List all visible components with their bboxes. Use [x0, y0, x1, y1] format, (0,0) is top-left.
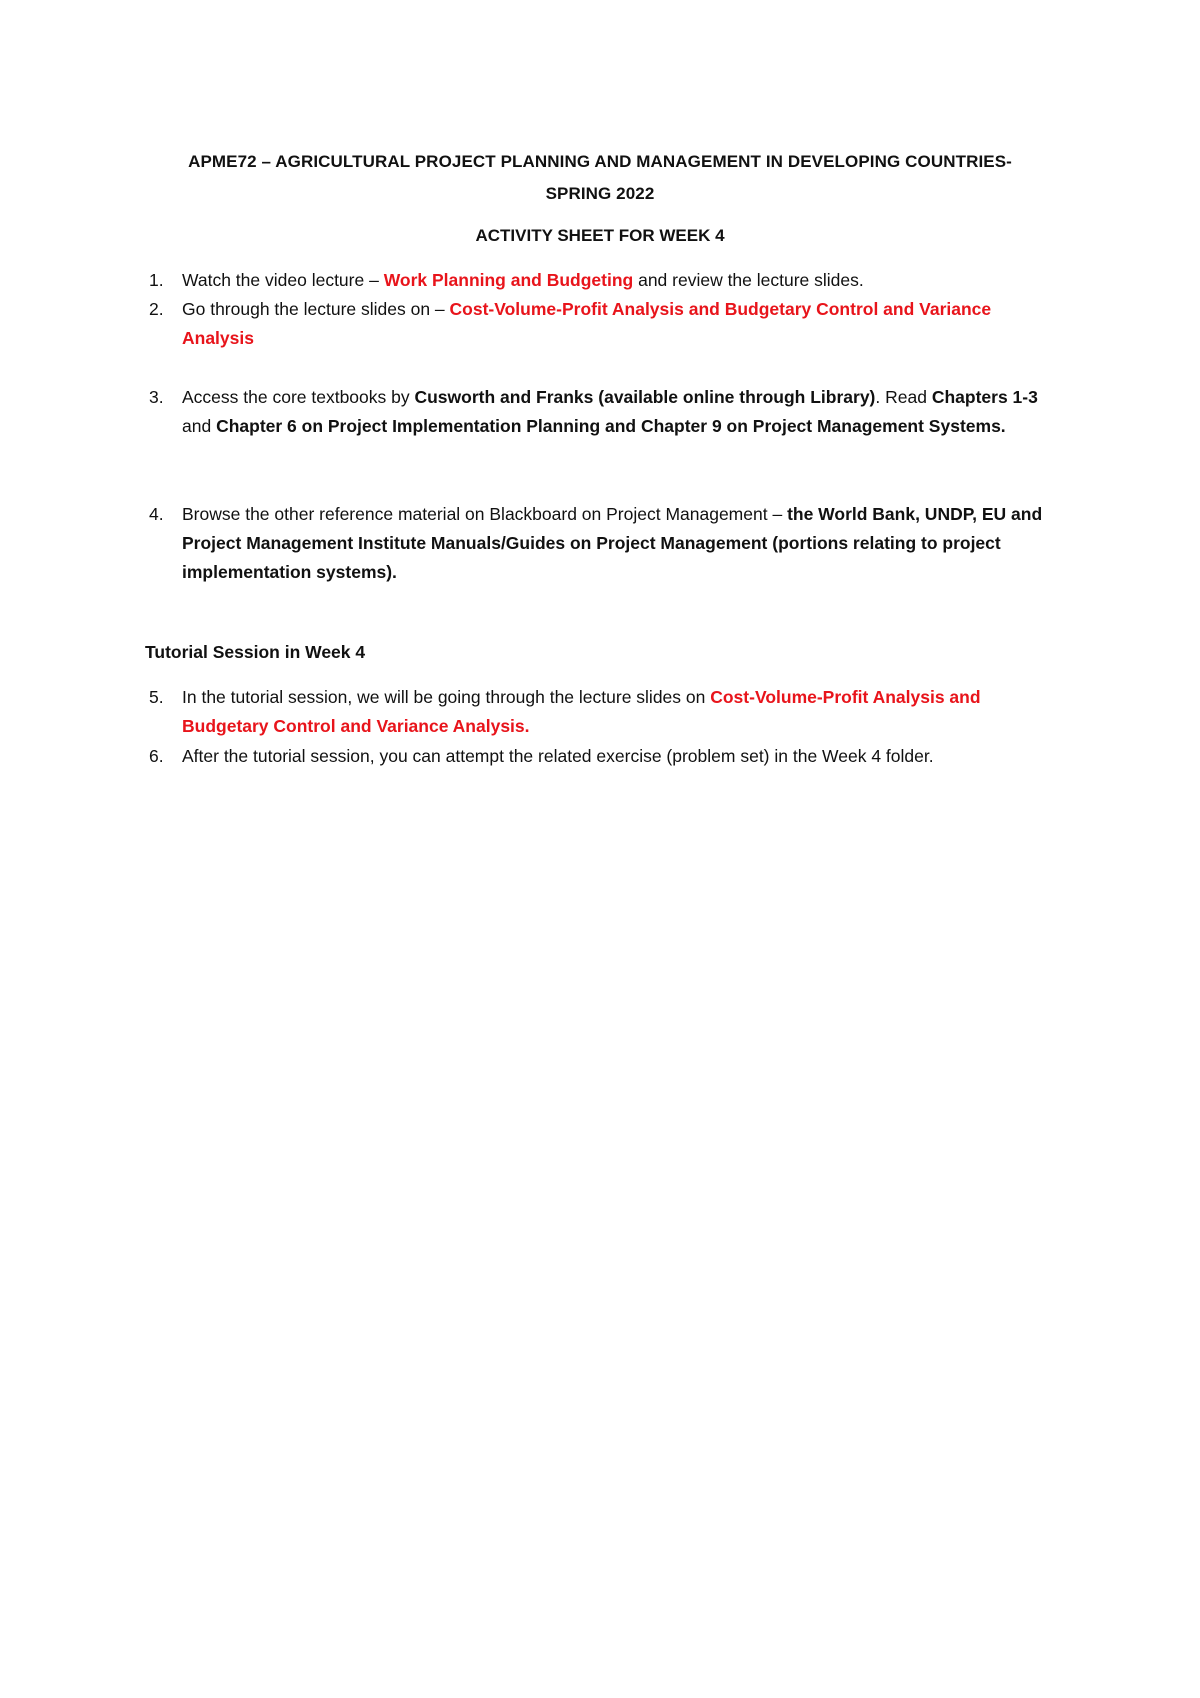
list-item-1	[149, 266, 1062, 295]
title-line-1: APME72 – AGRICULTURAL PROJECT PLANNING AND MANAGEMENT IN DEVELOPING COUNTRIES-	[188, 152, 1012, 171]
item-text: Go through the lecture slides on –	[182, 299, 450, 319]
bold-text: Cusworth and Franks (available online through Library)	[414, 387, 876, 407]
list-item-3	[149, 383, 1062, 441]
list-number: 3.	[149, 387, 164, 407]
document-title	[0, 146, 1200, 210]
bold-text: Chapters 1-3	[931, 387, 1038, 407]
tutorial-heading: Tutorial Session in Week 4	[145, 642, 366, 662]
item-text: Watch the video lecture –	[182, 270, 384, 290]
list-item-2	[149, 295, 1062, 353]
item-text: and review the lecture slides.	[633, 270, 864, 290]
highlight-text: Work Planning and Budgeting	[383, 270, 634, 290]
title-line-2: SPRING 2022	[545, 184, 655, 203]
highlight-text: Cost-Volume-Profit Analysis and Budgetary Control and Variance Analysis	[182, 299, 992, 348]
item-text: . Read	[875, 387, 932, 407]
item-text: Browse the other reference material on Blackboard on Project Management –	[182, 504, 788, 524]
list-number: 4.	[149, 504, 164, 524]
list-item-4	[149, 500, 1062, 587]
item-text: After the tutorial session, you can attempt the related exercise (problem set) in the Week 4 folder.	[182, 746, 934, 766]
activity-sheet-subtitle: ACTIVITY SHEET FOR WEEK 4	[475, 226, 725, 245]
item-text: In the tutorial session, we will be going through the lecture slides on	[182, 687, 711, 707]
item-text: Access the core textbooks by	[182, 387, 415, 407]
item-text: and	[182, 416, 217, 436]
list-number: 6.	[149, 746, 164, 766]
list-item-5	[149, 683, 1062, 741]
list-item-6	[149, 742, 1062, 771]
bold-text: the World Bank, UNDP, EU and Project Management Institute Manuals/Guides on Project Management (portions relating to project implementation systems).	[182, 504, 1043, 582]
bold-text: Chapter 6 on Project Implementation Planning and Chapter 9 on Project Management Systems.	[216, 416, 1006, 436]
highlight-text: Cost-Volume-Profit Analysis and Budgetary Control and Variance Analysis.	[182, 687, 981, 736]
list-number: 1.	[149, 270, 164, 290]
list-number: 5.	[149, 687, 164, 707]
list-number: 2.	[149, 299, 164, 319]
